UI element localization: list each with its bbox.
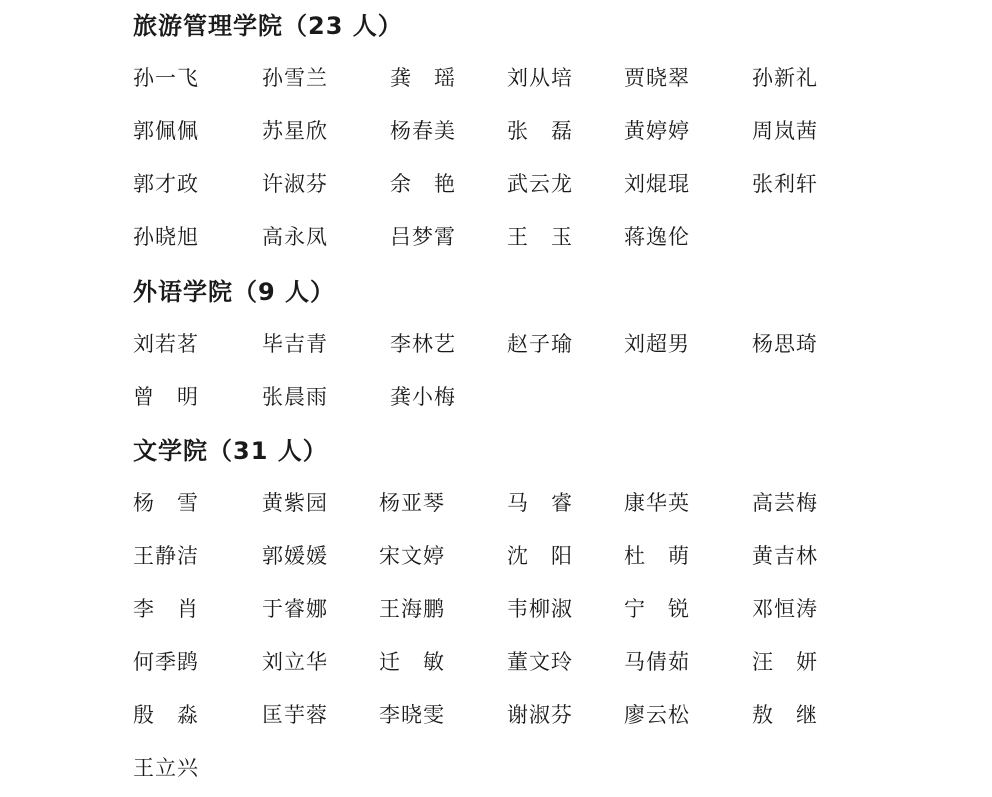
name-entry: 武云龙 — [507, 172, 573, 196]
name-entry: 高永凤 — [262, 225, 328, 249]
name-entry: 王静洁 — [133, 544, 199, 568]
name-entry: 杨 雪 — [133, 491, 199, 515]
name-entry: 孙新礼 — [752, 66, 818, 90]
name-entry: 李林艺 — [390, 332, 456, 356]
name-entry: 蒋逸伦 — [624, 225, 690, 249]
name-entry: 王 玉 — [507, 225, 573, 249]
name-entry: 汪 妍 — [752, 650, 818, 674]
name-entry: 谢淑芬 — [507, 703, 573, 727]
name-entry: 高芸梅 — [752, 491, 818, 515]
name-entry: 杨春美 — [390, 119, 456, 143]
name-entry: 刘若茗 — [133, 332, 199, 356]
name-entry: 苏星欣 — [262, 119, 328, 143]
name-entry: 郭佩佩 — [133, 119, 199, 143]
name-entry: 王立兴 — [133, 756, 199, 780]
name-entry: 龚 瑶 — [390, 66, 456, 90]
name-entry: 毕吉青 — [262, 332, 328, 356]
name-entry: 周岚茜 — [752, 119, 818, 143]
name-entry: 匡芋蓉 — [262, 703, 328, 727]
name-entry: 杨亚琴 — [379, 491, 445, 515]
name-entry: 刘从培 — [507, 66, 573, 90]
name-entry: 赵子瑜 — [507, 332, 573, 356]
name-entry: 黄婷婷 — [624, 119, 690, 143]
section-heading: 文学院（31 人） — [133, 437, 328, 465]
name-entry: 孙雪兰 — [262, 66, 328, 90]
section-heading: 旅游管理学院（23 人） — [133, 12, 403, 40]
name-entry: 黄吉林 — [752, 544, 818, 568]
name-entry: 黄紫园 — [262, 491, 328, 515]
name-entry: 刘超男 — [624, 332, 690, 356]
name-entry: 韦柳淑 — [507, 597, 573, 621]
name-entry: 李晓雯 — [379, 703, 445, 727]
name-entry: 郭才政 — [133, 172, 199, 196]
name-entry: 贾晓翠 — [624, 66, 690, 90]
name-entry: 刘立华 — [262, 650, 328, 674]
name-entry: 何季鹍 — [133, 650, 199, 674]
name-entry: 王海鹏 — [379, 597, 445, 621]
name-entry: 敖 继 — [752, 703, 818, 727]
name-entry: 杜 萌 — [624, 544, 690, 568]
name-entry: 张利轩 — [752, 172, 818, 196]
name-entry: 董文玲 — [507, 650, 573, 674]
name-entry: 张 磊 — [507, 119, 573, 143]
name-entry: 廖云松 — [624, 703, 690, 727]
name-entry: 吕梦霄 — [390, 225, 456, 249]
name-entry: 刘焜琨 — [624, 172, 690, 196]
name-entry: 张晨雨 — [262, 385, 328, 409]
section-heading: 外语学院（9 人） — [133, 278, 336, 306]
name-entry: 沈 阳 — [507, 544, 573, 568]
name-entry: 宋文婷 — [379, 544, 445, 568]
name-entry: 李 肖 — [133, 597, 199, 621]
name-entry: 马 睿 — [507, 491, 573, 515]
name-entry: 许淑芬 — [262, 172, 328, 196]
name-entry: 郭媛媛 — [262, 544, 328, 568]
name-entry: 宁 锐 — [624, 597, 690, 621]
name-entry: 殷 淼 — [133, 703, 199, 727]
name-entry: 马倩茹 — [624, 650, 690, 674]
name-entry: 于睿娜 — [262, 597, 328, 621]
name-entry: 杨思琦 — [752, 332, 818, 356]
name-entry: 龚小梅 — [390, 385, 456, 409]
name-entry: 余 艳 — [390, 172, 456, 196]
name-entry: 迁 敏 — [379, 650, 445, 674]
name-entry: 曾 明 — [133, 385, 199, 409]
name-entry: 孙晓旭 — [133, 225, 199, 249]
name-entry: 康华英 — [624, 491, 690, 515]
name-entry: 邓恒涛 — [752, 597, 818, 621]
name-entry: 孙一飞 — [133, 66, 199, 90]
